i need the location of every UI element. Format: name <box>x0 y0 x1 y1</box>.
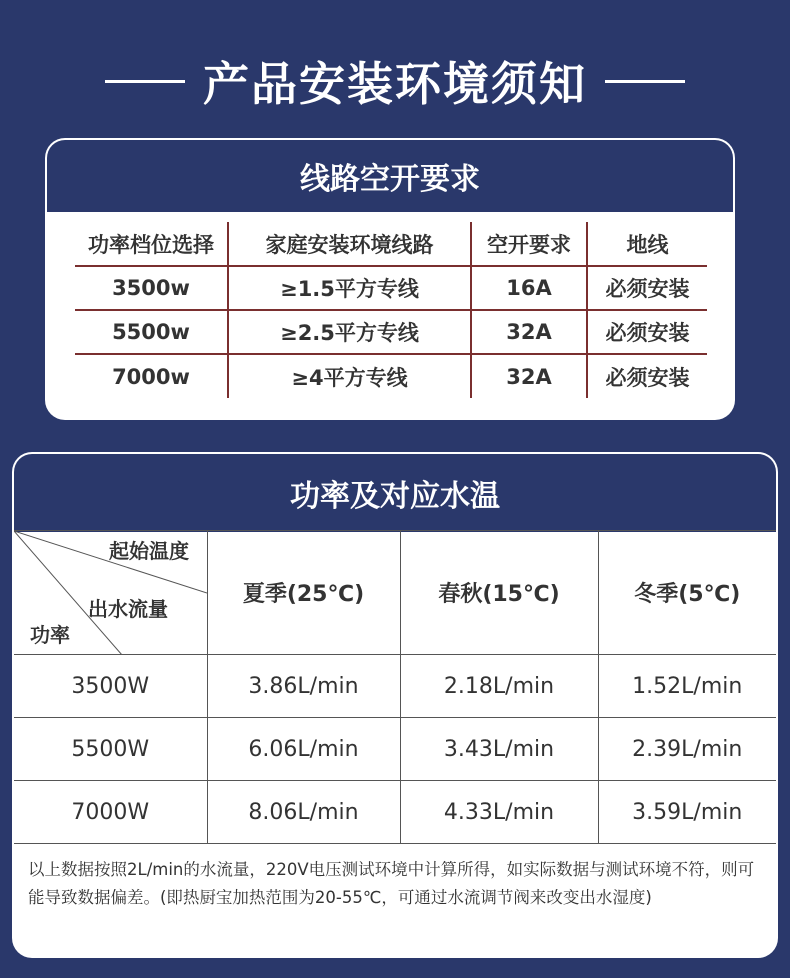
table-cell: 必须安装 <box>605 365 690 390</box>
table-row <box>75 354 707 398</box>
table-cell: 16A <box>471 266 587 310</box>
table-cell: 3500w <box>75 266 228 310</box>
table-row <box>14 781 776 844</box>
page-title <box>0 46 790 116</box>
table-cell: ≥2.5平方专线 <box>228 310 471 354</box>
table-cell: 3.59L/min <box>598 781 776 844</box>
table-cell: 6.06L/min <box>207 718 400 781</box>
season-header-cell: 春秋(15℃) <box>400 531 598 655</box>
table-cell: ≥4平方专线 <box>228 354 471 398</box>
flow-label: 出水流量 <box>88 597 168 621</box>
table-cell: 必须安装 <box>587 266 707 310</box>
title-left-rule <box>105 80 185 83</box>
table-cell: 2.39L/min <box>598 718 776 781</box>
title-right-rule <box>605 80 685 83</box>
diagonal-header-cell <box>14 531 207 655</box>
table-cell: 5500w <box>75 310 228 354</box>
table-cell: 3.86L/min <box>207 655 400 718</box>
table-cell: 2.18L/min <box>400 655 598 718</box>
water-table <box>14 530 776 844</box>
circuit-header-cell: 空开要求 <box>471 222 587 266</box>
table-row <box>75 310 707 354</box>
water-temperature-card <box>12 452 778 958</box>
table-cell: 7000w <box>75 354 228 398</box>
page-title-text: 产品安装环境须知 <box>203 57 587 111</box>
table-row <box>14 655 776 718</box>
table-row <box>75 266 707 310</box>
circuit-header-cell: 地线 <box>587 222 707 266</box>
circuit-header-cell: 功率档位选择 <box>75 222 228 266</box>
circuit-header-cell: 家庭安装环境线路 <box>228 222 471 266</box>
water-header-row <box>14 531 776 655</box>
table-cell: 32A <box>471 354 587 398</box>
circuit-card-heading: 线路空开要求 <box>47 140 733 212</box>
season-header-cell: 冬季(5℃) <box>598 531 776 655</box>
start-temp-label: 起始温度 <box>109 539 189 563</box>
table-cell: 必须安装 <box>587 310 707 354</box>
table-cell: 4.33L/min <box>400 781 598 844</box>
circuit-table <box>75 222 707 398</box>
table-cell: 3.43L/min <box>400 718 598 781</box>
table-cell: 32A <box>471 310 587 354</box>
table-row <box>14 718 776 781</box>
power-label: 功率 <box>30 623 70 647</box>
circuit-requirements-card <box>45 138 735 420</box>
table-cell: 5500W <box>14 718 207 781</box>
circuit-header-row <box>75 222 707 266</box>
table-cell: 7000W <box>14 781 207 844</box>
table-cell: ≥1.5平方专线 <box>228 266 471 310</box>
footnote: 以上数据按照2L/min的水流量，220V电压测试环境中计算所得，如实际数据与测试环境不符，则可能导致数据偏差。(即热厨宝加热范围为20-55℃，可通过水流调节阀来改变出水湿度) <box>28 860 755 907</box>
table-cell: 1.52L/min <box>598 655 776 718</box>
water-card-heading: 功率及对应水温 <box>14 454 776 532</box>
table-cell: 3500W <box>14 655 207 718</box>
table-cell: 8.06L/min <box>207 781 400 844</box>
season-header-cell: 夏季(25℃) <box>207 531 400 655</box>
